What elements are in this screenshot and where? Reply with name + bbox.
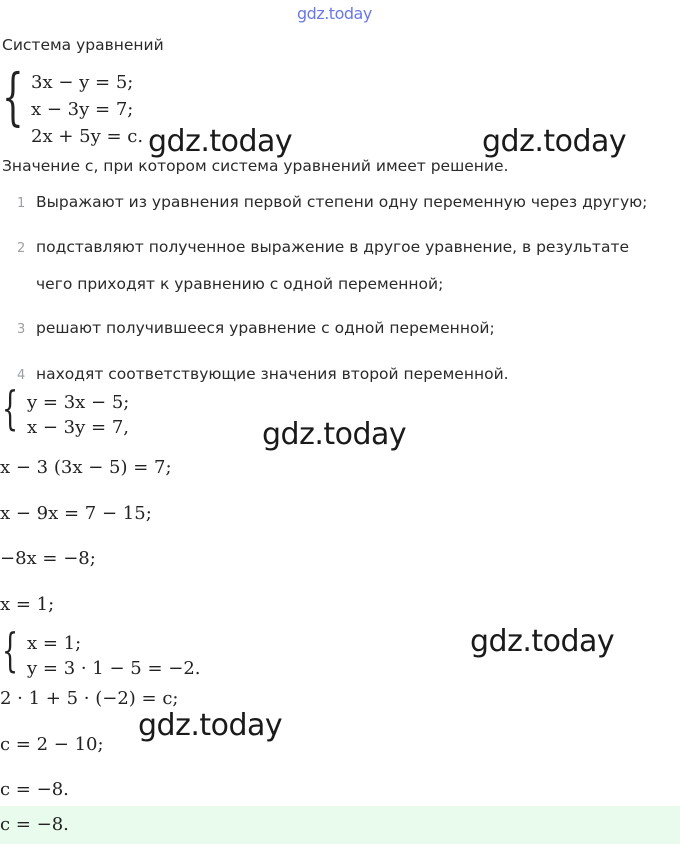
step-text: чего приходят к уравнению с одной переменной;	[36, 275, 444, 293]
solution-system-eq-1: x = 1;	[27, 633, 82, 654]
watermark: gdz.today	[138, 708, 283, 743]
system-eq-2: x − 3y = 7;	[31, 99, 134, 120]
solution-step: x = 1;	[0, 594, 55, 615]
watermark: gdz.today	[148, 124, 293, 159]
step-number: 4	[17, 368, 26, 383]
step-text: решают получившееся уравнение с одной переменной;	[36, 319, 495, 337]
watermark: gdz.today	[470, 624, 615, 659]
solution-step: x − 9x = 7 − 15;	[0, 503, 152, 524]
solution-system-eq-2: x − 3y = 7,	[27, 417, 129, 438]
system-brace: {	[2, 381, 19, 435]
site-title[interactable]: gdz.today	[297, 4, 372, 23]
solution-step: c = −8.	[0, 779, 69, 800]
step-number: 1	[17, 196, 26, 211]
step-text: Выражают из уравнения первой степени одну переменную через другую;	[36, 193, 648, 211]
problem-question: Значение c, при котором система уравнений имеет решение.	[2, 157, 509, 175]
system-brace: {	[2, 623, 19, 677]
solution-step: x − 3 (3x − 5) = 7;	[0, 457, 172, 478]
problem-intro: Система уравнений	[2, 36, 164, 54]
step-number: 3	[17, 322, 26, 337]
solution-system-eq-2: y = 3 · 1 − 5 = −2.	[27, 658, 201, 679]
solution-step: c = 2 − 10;	[0, 734, 104, 755]
system-brace: {	[2, 60, 24, 133]
solution-step: −8x = −8;	[0, 548, 96, 569]
watermark: gdz.today	[262, 417, 407, 452]
system-eq-3: 2x + 5y = c.	[31, 126, 144, 147]
final-answer: c = −8.	[0, 814, 69, 835]
solution-system-eq-1: y = 3x − 5;	[27, 392, 130, 413]
system-eq-1: 3x − y = 5;	[31, 72, 134, 93]
answer-box	[0, 806, 680, 844]
watermark: gdz.today	[482, 124, 627, 159]
solution-step: 2 · 1 + 5 · (−2) = c;	[0, 688, 179, 709]
step-number: 2	[17, 241, 26, 256]
step-text: подставляют полученное выражение в другое уравнение, в результате	[36, 238, 630, 256]
step-text: находят соответствующие значения второй переменной.	[36, 365, 509, 383]
